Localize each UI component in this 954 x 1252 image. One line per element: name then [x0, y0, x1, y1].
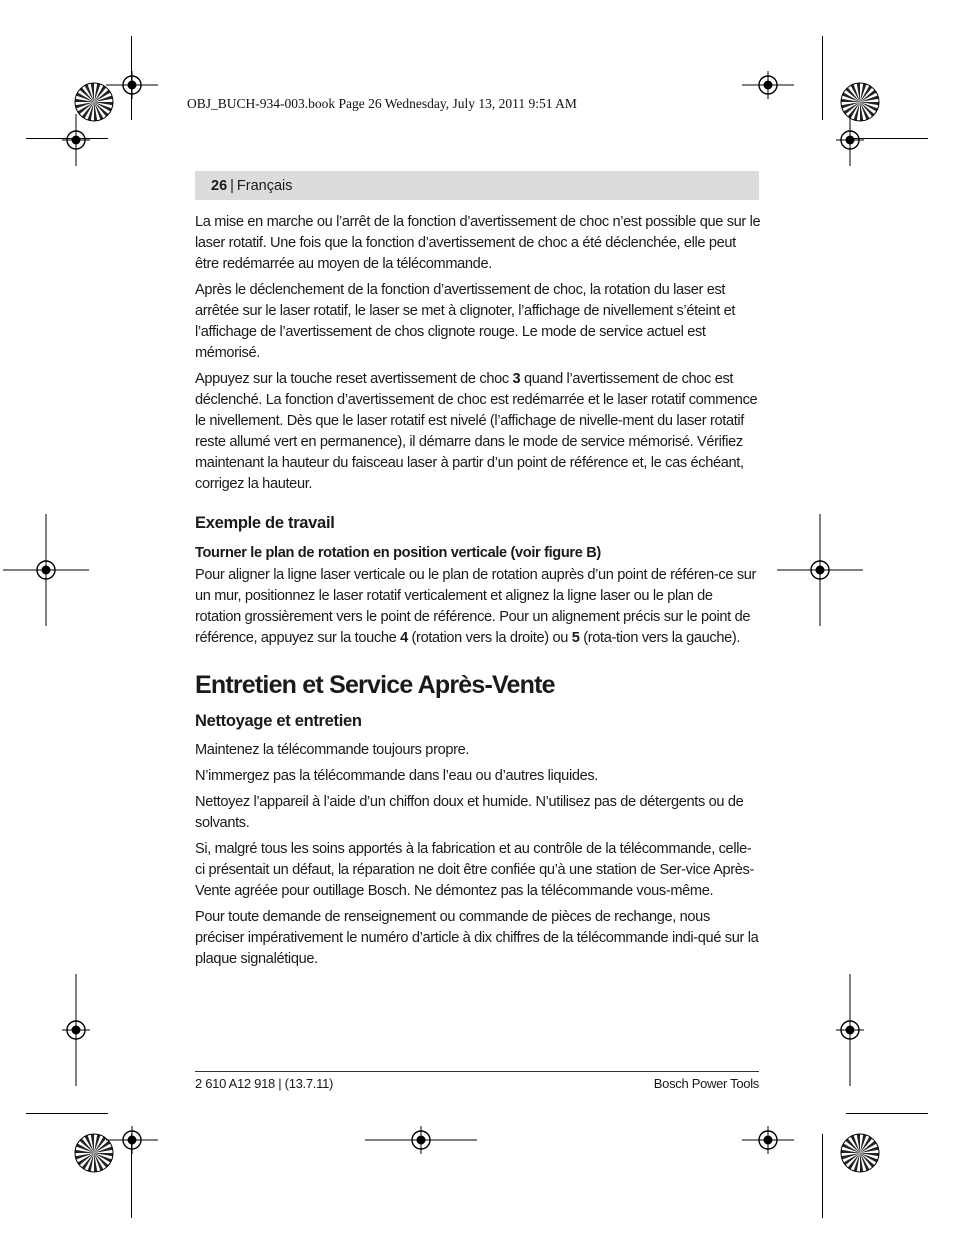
paragraph: Si, malgré tous les soins apportés à la fabrication et au contrôle de la télécommande, celle-ci présentait un défaut, la réparation ne doit être confiée qu’à une station de Ser-vice Après-Vente agréée pour outillage Bosch. Ne démontez pas la télécommande vous-même. — [195, 841, 754, 899]
key-reference: 5 — [571, 630, 580, 646]
registration-mark-icon — [742, 1126, 794, 1154]
registration-mark-icon — [3, 514, 89, 626]
color-bar-rosette-icon — [840, 1133, 880, 1173]
print-slug: OBJ_BUCH-934-003.book Page 26 Wednesday, July 13, 2011 9:51 AM — [187, 96, 577, 111]
registration-mark-icon — [836, 974, 864, 1086]
page-body — [195, 212, 761, 975]
page-language: Français — [236, 177, 293, 194]
registration-mark-icon — [62, 974, 90, 1086]
footer-brand: Bosch Power Tools — [653, 1076, 759, 1091]
registration-mark-icon — [365, 1126, 477, 1154]
text-run: quand l’avertissement de choc est déclenché. La fonction d’avertissement de choc est redémarrée et le laser rotatif commence le nivellement. Dès que le laser rotatif est nivelé (l’affichage de nivelle-ment du laser rotatif reste allumé vert en permanence), il démarre dans le mode de service mémorisé. Vérifiez maintenant la hauteur du faisceau laser à partir d’un point de référence et, le cas échéant, corrigez la hauteur. — [195, 371, 758, 492]
paragraph: Pour toute demande de renseignement ou commande de pièces de rechange, nous préciser impérativement le numéro d’article à dix chiffres de la télécommande indi-qué sur la plaque signalétique. — [195, 909, 759, 967]
header-separator: | — [230, 177, 234, 194]
registration-mark-icon — [742, 71, 794, 99]
text-run: (rotation vers la droite) ou — [407, 630, 572, 646]
registration-mark-icon — [106, 71, 158, 99]
subsection-heading: Tourner le plan de rotation en position verticale (voir figure B) — [195, 545, 601, 561]
text-run: (rota-tion vers la gauche). — [579, 630, 741, 646]
registration-mark-icon — [836, 114, 864, 166]
page-number: 26 — [211, 177, 228, 194]
paragraph: Nettoyez l’appareil à l’aide d’un chiffon doux et humide. N’utilisez pas de détergents ou de solvants. — [195, 794, 744, 831]
paragraph: N’immergez pas la télécommande dans l’eau ou d’autres liquides. — [195, 768, 599, 784]
registration-mark-icon — [62, 114, 90, 166]
footer-rule — [195, 1071, 759, 1072]
text-run: Appuyez sur la touche reset avertissement de choc — [195, 371, 513, 387]
paragraph: La mise en marche ou l’arrêt de la fonction d’avertissement de choc n’est possible que sur le laser rotatif. Une fois que la fonction d’avertissement de choc a été déclenchée, elle peut être redémarrée au moyen de la télécommande. — [195, 214, 761, 272]
registration-mark-icon — [777, 514, 863, 626]
section-heading: Exemple de travail — [195, 514, 335, 532]
crop-line — [822, 36, 823, 120]
text-run: Pour aligner la ligne laser verticale ou le plan de rotation auprès d’un point de référen-ce sur un mur, positionnez le laser rotatif verticalement et alignez la ligne laser ou le plan de rotation grossièrement vers le point de référence. Pour un alignement précis sur le point de référence, appuyez sur la touche — [195, 567, 757, 646]
section-heading: Nettoyage et entretien — [195, 712, 362, 730]
paragraph: Après le déclenchement de la fonction d’avertissement de choc, la rotation du laser est arrêtée sur le laser rotatif, le laser se met à clignoter, l’affichage de nivellement s’éteint et l’affichage de l’avertissement de chos clignote rouge. Le mode de service actuel est mémorisé. — [195, 282, 736, 361]
key-reference: 4 — [400, 630, 408, 646]
registration-mark-icon — [106, 1126, 158, 1154]
paragraph — [195, 369, 761, 495]
footer-doc-number: 2 610 A12 918 | (13.7.11) — [195, 1076, 334, 1091]
paragraph — [195, 565, 761, 649]
crop-line — [822, 1134, 823, 1218]
chapter-heading: Entretien et Service Après-Vente — [195, 671, 555, 699]
crop-line — [846, 1113, 928, 1114]
crop-line — [26, 1113, 108, 1114]
page-header — [195, 171, 759, 200]
paragraph: Maintenez la télécommande toujours propre. — [195, 742, 470, 758]
key-reference: 3 — [512, 371, 521, 387]
